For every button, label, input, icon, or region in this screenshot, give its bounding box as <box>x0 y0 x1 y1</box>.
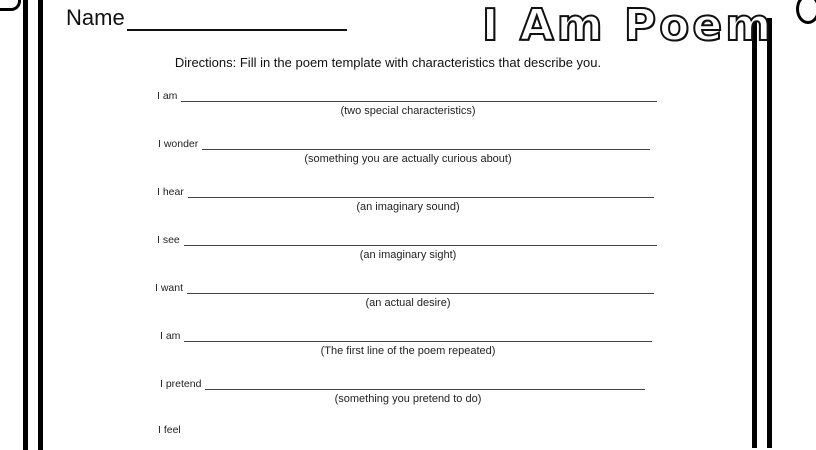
poem-line-prompt: I wonder <box>158 138 199 150</box>
poem-line-hint: (something you pretend to do) <box>334 393 482 405</box>
poem-line-blank[interactable] <box>184 235 657 246</box>
corner-decoration-right <box>796 0 816 24</box>
poem-line-blank[interactable] <box>205 379 645 390</box>
poem-line-hint: (two special characteristics) <box>340 105 476 117</box>
name-field <box>66 5 347 31</box>
poem-line-blank[interactable] <box>184 331 652 342</box>
right-border-frame <box>752 18 772 448</box>
name-blank-line[interactable] <box>127 7 347 31</box>
poem-line-blank[interactable] <box>187 283 654 294</box>
poem-line-hint: (something you are actually curious about) <box>304 153 512 165</box>
poem-line-hint: (an actual desire) <box>365 297 451 309</box>
poem-line-blank[interactable] <box>188 187 654 198</box>
poem-line-prompt: I see <box>157 234 180 246</box>
poem-line-prompt: I am <box>157 90 178 102</box>
directions-text: Directions: Fill in the poem template with characteristics that describe you. <box>174 55 602 70</box>
worksheet-title: I Am Poem <box>482 0 775 51</box>
poem-line-blank[interactable] <box>202 139 650 150</box>
poem-line-prompt: I feel <box>158 424 181 436</box>
poem-line-hint: (an imaginary sound) <box>356 201 460 213</box>
poem-line-hint: (an imaginary sight) <box>359 249 457 261</box>
poem-line-prompt: I am <box>160 330 181 342</box>
name-label: Name <box>66 5 125 30</box>
poem-line-prompt: I pretend <box>160 378 202 390</box>
poem-line-prompt: I hear <box>157 186 184 198</box>
corner-decoration-left <box>0 0 21 11</box>
poem-line-hint: (The first line of the poem repeated) <box>320 345 496 357</box>
poem-line-prompt: I want <box>155 282 184 294</box>
poem-line-blank[interactable] <box>181 91 657 102</box>
